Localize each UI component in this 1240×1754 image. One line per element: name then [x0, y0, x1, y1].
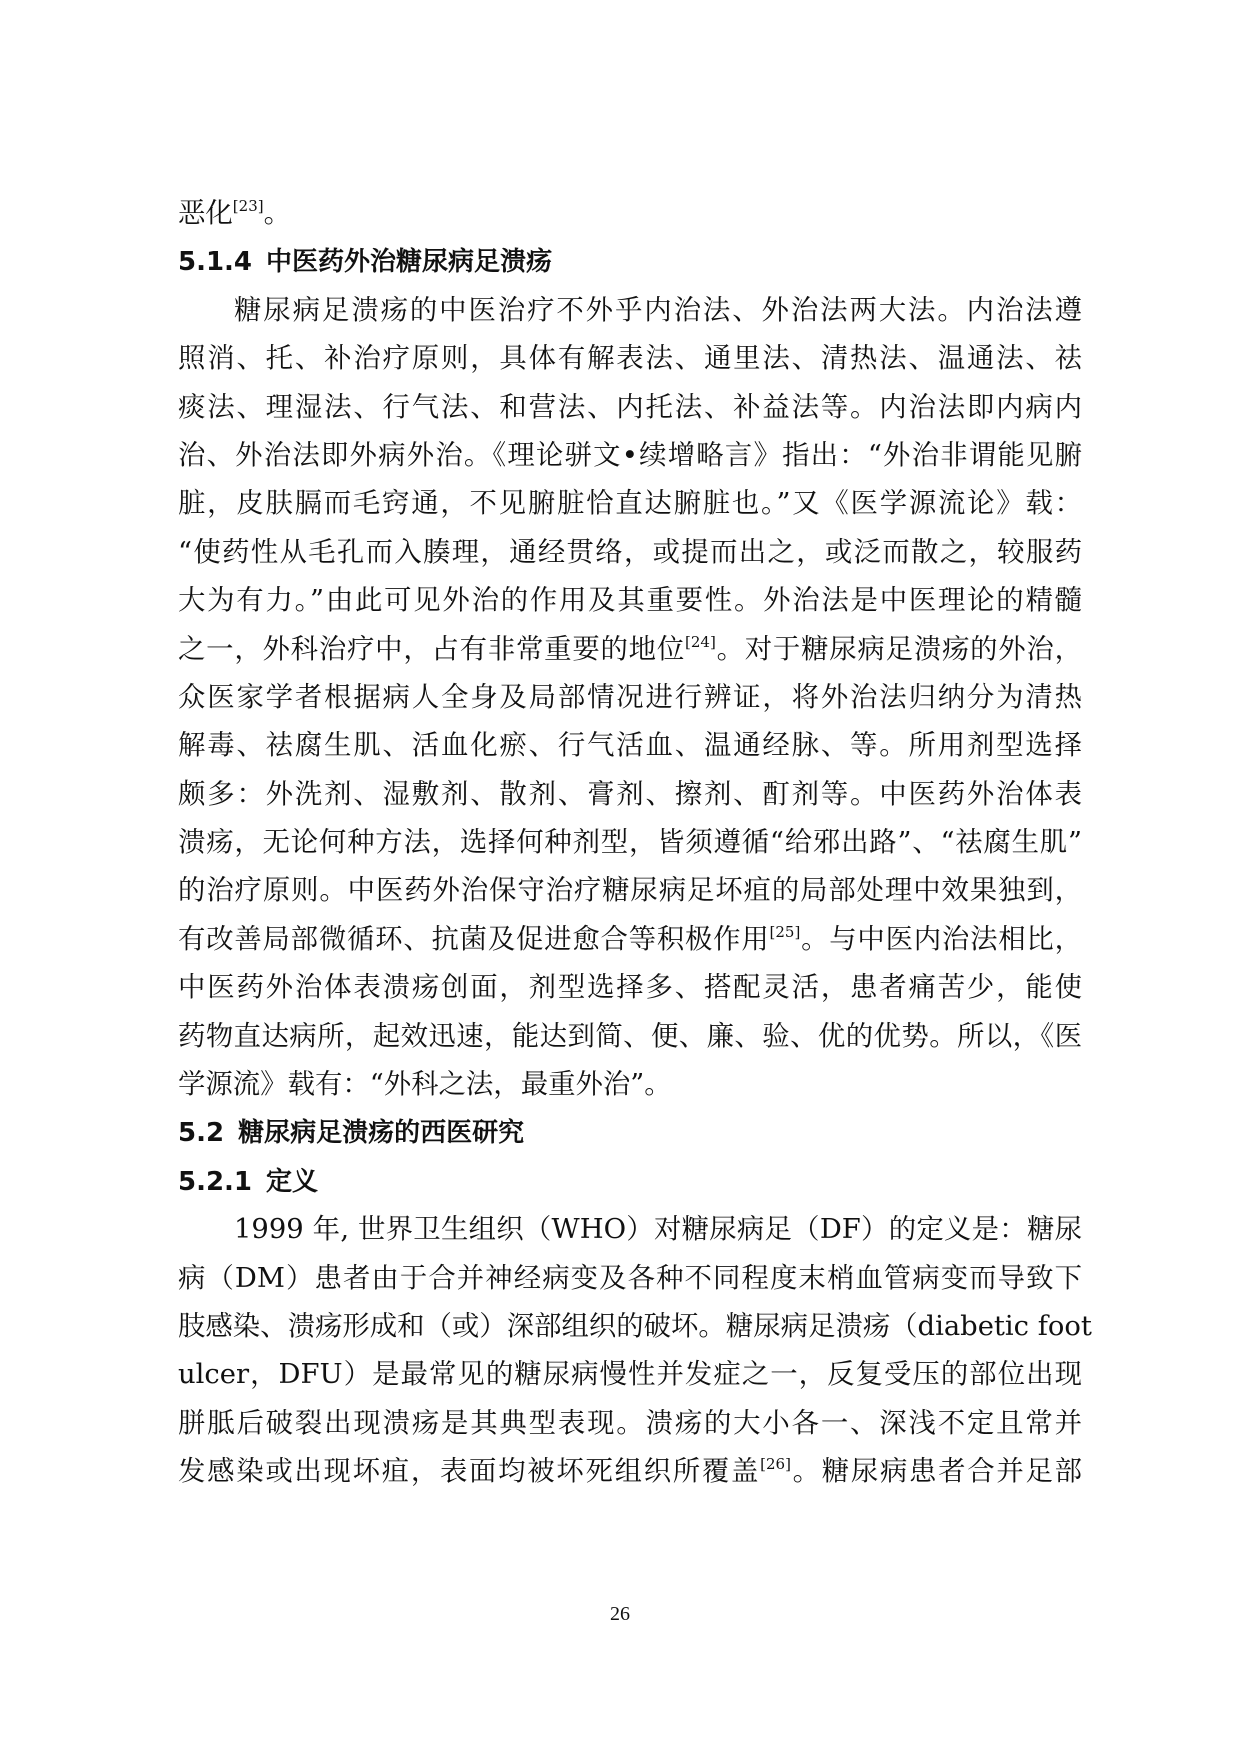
page-number: 26	[610, 1603, 630, 1625]
section-number: 5.2	[178, 1118, 225, 1149]
text-line: 脏，皮肤膈而毛窍通，不见腑脏恰直达腑脏也。”又《医学源流论》载：	[178, 488, 1082, 520]
text-line: 肢感染、溃疡形成和（或）深部组织的破坏。糖尿病足溃疡（diabetic foot	[178, 1310, 1092, 1342]
page-body	[178, 190, 1092, 1497]
text-line: 颇多：外洗剂、湿敷剂、散剂、膏剂、擦剂、酊剂等。中医药外治体表	[178, 778, 1082, 810]
section-heading-5-1-4	[178, 238, 1082, 286]
text-line: 学源流》载有：“外科之法，最重外治”。	[178, 1069, 672, 1101]
section-number: 5.2.1	[178, 1166, 253, 1197]
text-line: 糖尿病足溃疡的中医治疗不外乎内治法、外治法两大法。内治法遵	[234, 294, 1082, 326]
section-number: 5.1.4	[178, 247, 253, 278]
text-line	[178, 626, 1082, 674]
citation: [26]	[760, 1455, 791, 1474]
text-line	[178, 916, 1082, 964]
citation: [24]	[685, 632, 716, 651]
text-fragment: 。	[263, 198, 291, 229]
text-fragment: 。糖尿病患者合并足部	[790, 1456, 1082, 1488]
section-heading-5-2-1	[178, 1158, 1082, 1206]
text-line: 药物直达病所，起效迅速，能达到简、便、廉、验、优的优势。所以，《医	[178, 1020, 1082, 1052]
text-line: 照消、托、补治疗原则，具体有解表法、通里法、清热法、温通法、祛	[178, 343, 1082, 375]
text-line	[178, 1448, 1082, 1496]
text-line: “使药性从毛孔而入腠理，通经贯络，或提而出之，或泛而散之，较服药	[178, 536, 1082, 568]
text-fragment: 有改善局部微循环、抗菌及促进愈合等积极作用	[178, 923, 770, 955]
text-line: 众医家学者根据病人全身及局部情况进行辨证，将外治法归纳分为清热	[178, 681, 1082, 713]
text-line: 溃疡，无论何种方法，选择何种剂型，皆须遵循“给邪出路”、“祛腐生肌”	[178, 827, 1082, 859]
text-line: 痰法、理湿法、行气法、和营法、内托法、补益法等。内治法即内病内	[178, 391, 1082, 423]
text-line: 的治疗原则。中医药外治保守治疗糖尿病足坏疽的局部处理中效果独到，	[178, 875, 1082, 907]
section-heading-5-2	[178, 1109, 1082, 1157]
section-title: 定义	[266, 1166, 319, 1197]
text-fragment: 发感染或出现坏疽，表面均被坏死组织所覆盖	[178, 1456, 761, 1488]
text-line: 胼胝后破裂出现溃疡是其典型表现。溃疡的大小各一、深浅不定且常并	[178, 1407, 1082, 1439]
text-fragment: 之一，外科治疗中，占有非常重要的地位	[178, 633, 686, 665]
text-line: ulcer，DFU）是最常见的糖尿病慢性并发症之一，反复受压的部位出现	[178, 1359, 1082, 1391]
text-line: 中医药外治体表溃疡创面，剂型选择多、搭配灵活，患者痛苦少，能使	[178, 972, 1082, 1004]
text-line: 解毒、祛腐生肌、活血化瘀、行气活血、温通经脉、等。所用剂型选择	[178, 730, 1082, 762]
text-line: 病（DM）患者由于合并神经病变及各种不同程度末梢血管病变而导致下	[178, 1262, 1082, 1294]
text-line: 治、外治法即外病外治。《理论骈文•续增略言》指出：“外治非谓能见腑	[178, 439, 1082, 471]
text-fragment: 。对于糖尿病足溃疡的外治，	[715, 633, 1082, 665]
citation: [23]	[232, 197, 264, 215]
text-line: 大为有力。”由此可见外治的作用及其重要性。外治法是中医理论的精髓	[178, 585, 1082, 617]
text-fragment: 恶化	[178, 198, 233, 229]
text-line	[178, 190, 1082, 238]
section-title: 糖尿病足溃疡的西医研究	[238, 1118, 525, 1149]
text-fragment: 。与中医内治法相比，	[800, 923, 1082, 955]
text-line: 1999 年, 世界卫生组织（WHO）对糖尿病足（DF）的定义是：糖尿	[234, 1214, 1082, 1246]
section-title: 中医药外治糖尿病足溃疡	[266, 247, 553, 278]
citation: [25]	[769, 922, 801, 941]
